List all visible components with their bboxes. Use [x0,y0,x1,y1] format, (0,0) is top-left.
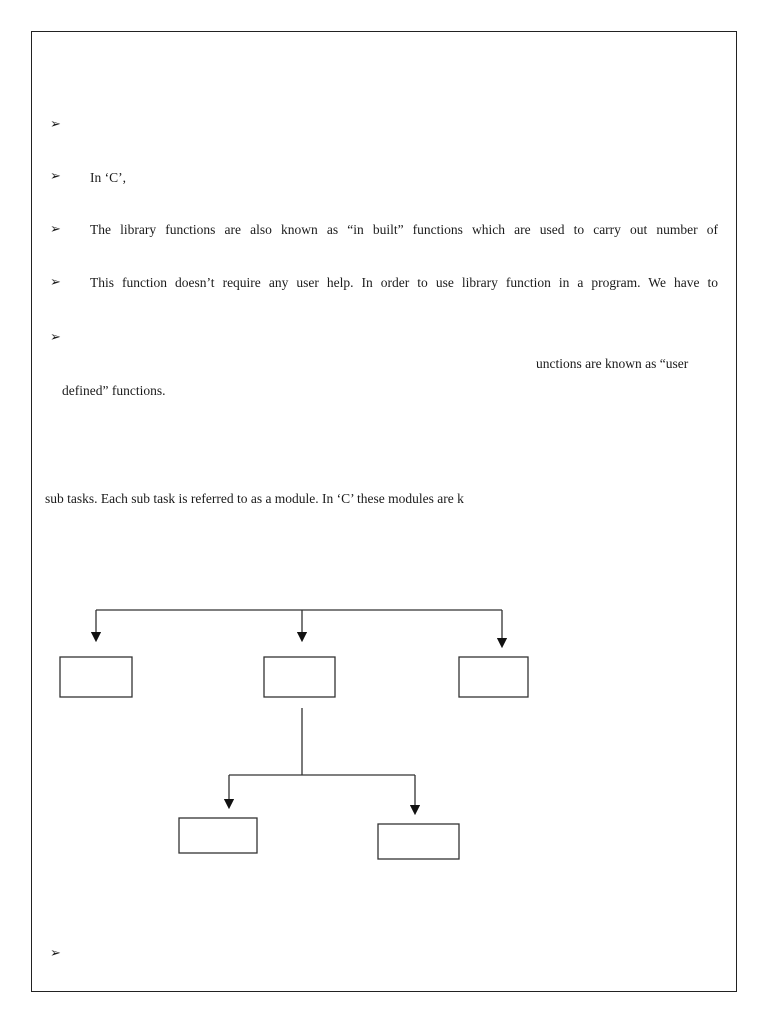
subtasks-line: sub tasks. Each sub task is referred to as a module. In ‘C’ these modules are k [45,491,464,506]
bullet-6: ➢ [50,945,61,960]
submodule-box-2 [378,824,459,859]
bullet-2: ➢ [50,168,61,183]
in-c-text: In ‘C’, [90,170,126,185]
user-defined-tail-text: unctions are known as “user [536,356,689,371]
function-help-line: This function doesn’t require any user help. In order to use library function in a program. We have to [90,275,718,290]
bullet-4: ➢ [50,274,61,289]
bullet-3: ➢ [50,221,61,236]
module-box-1 [60,657,132,697]
defined-functions-text: defined” functions. [62,383,166,398]
submodule-box-1 [179,818,257,853]
bullet-1: ➢ [50,116,61,131]
bullet-5: ➢ [50,329,61,344]
library-functions-line: The library functions are also known as “in built” functions which are used to carry out number of [90,222,718,237]
module-box-2 [264,657,335,697]
module-box-3 [459,657,528,697]
